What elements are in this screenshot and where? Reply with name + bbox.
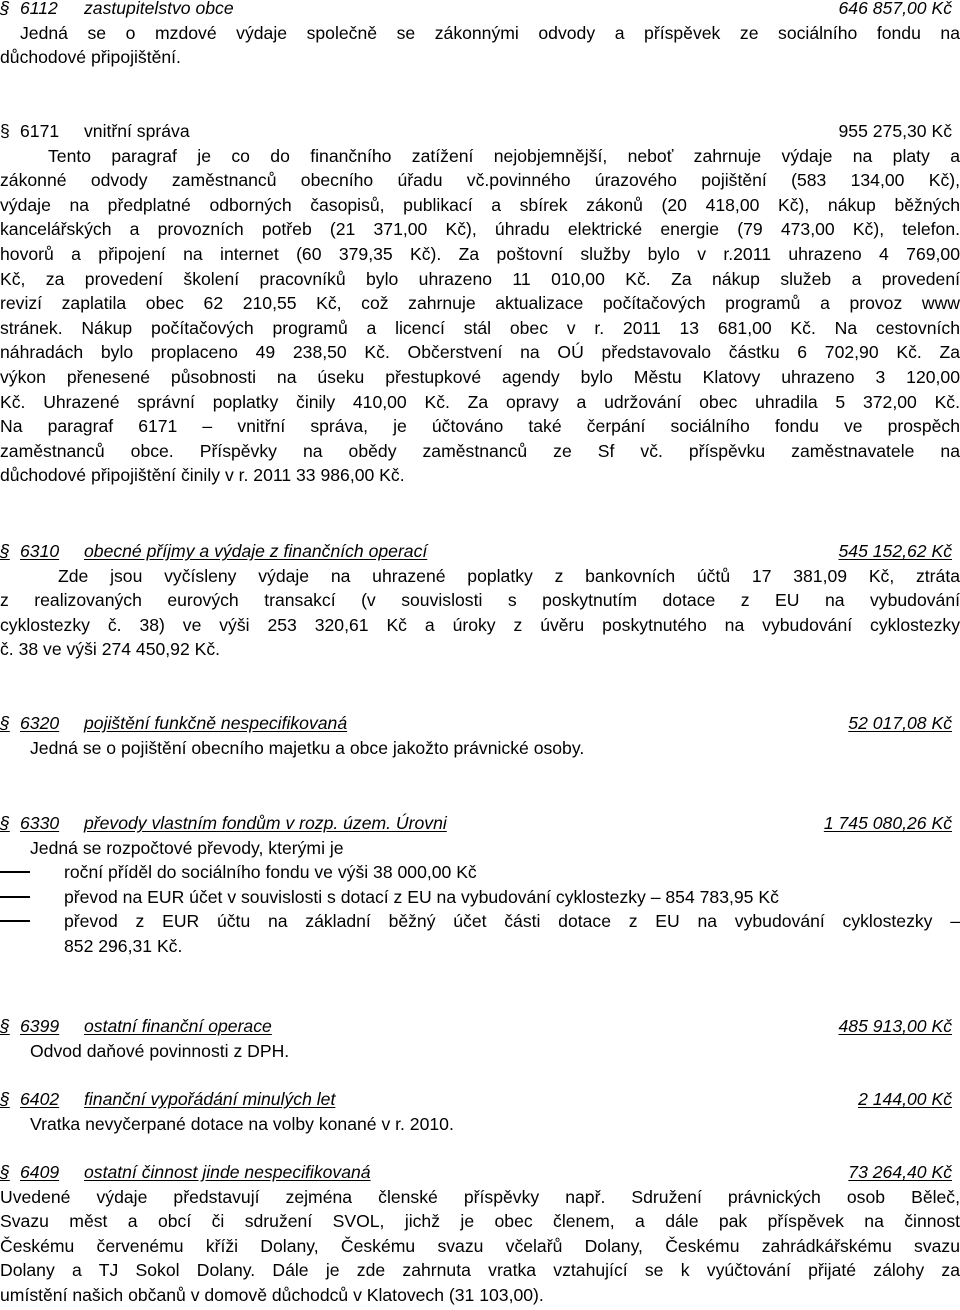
- text-line: výdaje na předplatné odborných časopisů, publikací a sbírek zákonů (20 418,00 Kč), nákup běžných: [0, 194, 960, 215]
- text-line: Zde jsou vyčísleny výdaje na uhrazené poplatky z bankovních účtů 17 381,09 Kč, ztráta: [58, 565, 960, 586]
- section-heading: [0, 1160, 960, 1185]
- section-code: 6112: [20, 0, 58, 18]
- section-title: vnitřní správa: [84, 121, 190, 141]
- section-body: [0, 21, 960, 70]
- text-line: umístění našich občanů v domově důchodců v Klatovech (31 103,00).: [0, 1284, 544, 1305]
- section-symbol: §: [0, 1162, 10, 1182]
- text-line: hovorů a připojení na internet (60 379,35 Kč). Za poštovní služby bylo v r.2011 uhrazeno 4 769,00: [0, 243, 960, 264]
- text-line: kancelářských a provozních potřeb (21 371,00 Kč), úhradu elektrické energie (79 473,00 Kč), telefon.: [0, 219, 960, 240]
- section-body: [0, 144, 960, 488]
- section-body: [0, 1112, 960, 1137]
- text-line: Dolany a TJ Sokol Dolany. Dále je zde zahrnuta vratka vztahující se k vyúčtování přijaté zálohy za: [0, 1260, 960, 1281]
- section-heading: [0, 711, 960, 736]
- section-heading: [0, 1087, 960, 1112]
- list-item: [0, 885, 960, 910]
- transfer-list: [0, 860, 960, 958]
- section-amount: 545 152,62 Kč: [838, 541, 952, 561]
- section-amount: 1 745 080,26 Kč: [823, 813, 952, 833]
- section-code: 6171: [20, 121, 60, 141]
- text-line: náhradách bylo proplaceno 49 238,50 Kč. Občerstvení na OÚ představovalo částku 6 702,90 Kč. Za: [0, 342, 960, 363]
- section-code: 6330: [20, 813, 60, 833]
- section-6409: [0, 1160, 960, 1308]
- section-code: 6310: [20, 541, 60, 561]
- list-item-text: převod na EUR účet v souvislosti s dotací z EU na vybudování cyklostezky – 854 783,95 Kč: [64, 886, 779, 907]
- section-code: 6320: [20, 713, 60, 733]
- section-code: 6399: [20, 1016, 60, 1036]
- section-amount: 955 275,30 Kč: [838, 121, 952, 141]
- dash-bullet: [0, 896, 30, 898]
- section-symbol: §: [0, 121, 10, 141]
- text-line: výkon přenesené působnosti na úseku přestupkové agendy bylo Městu Klatovy uhrazeno 3 120,00: [0, 366, 960, 387]
- section-title: převody vlastním fondům v rozp. územ. Úrovni: [84, 813, 447, 833]
- section-title: zastupitelstvo obce: [84, 0, 234, 18]
- text-line: Uvedené výdaje představují zejména členské příspěvky např. Sdružení právnických osob Běleč,: [0, 1186, 960, 1207]
- section-title: ostatní činnost jinde nespecifikovaná: [84, 1162, 371, 1182]
- section-6112: [0, 0, 960, 70]
- text-line: Svazu měst a obcí či sdružení SVOL, jichž je obec členem, a dále pak příspěvek na činnost: [0, 1211, 960, 1232]
- section-title: obecné příjmy a výdaje z finančních operací: [84, 541, 428, 561]
- list-item-text: převod z EUR účtu na základní běžný účet části dotace z EU na vybudování cyklostezky –: [64, 911, 960, 932]
- section-body: [0, 1185, 960, 1308]
- section-heading: [0, 0, 960, 21]
- dash-bullet: [0, 871, 30, 873]
- section-title: finanční vypořádání minulých let: [84, 1089, 336, 1109]
- text-line: Jedná se o mzdové výdaje společně se zákonnými odvody a příspěvek ze sociálního fondu na: [20, 22, 960, 43]
- text-line: Na paragraf 6171 – vnitřní správa, je účtováno také čerpání sociálního fondu ve prospěch: [0, 416, 960, 437]
- section-amount: 2 144,00 Kč: [858, 1089, 952, 1109]
- list-item-text: 852 296,31 Kč.: [64, 935, 183, 956]
- dash-bullet: [0, 920, 30, 922]
- section-body: [0, 736, 960, 761]
- text-line: důchodové připojištění činily v r. 2011 33 986,00 Kč.: [0, 465, 405, 486]
- text-line: Vratka nevyčerpané dotace na volby konané v r. 2010.: [30, 1113, 454, 1134]
- section-heading: [0, 1014, 960, 1039]
- text-line: cyklostezky č. 38) ve výši 253 320,61 Kč a úroky z úvěru poskytnutého na vybudování cyklostezky: [0, 614, 960, 635]
- section-body: [0, 564, 960, 662]
- section-6320: [0, 711, 960, 760]
- list-item-text: roční příděl do sociálního fondu ve výši 38 000,00 Kč: [64, 862, 477, 883]
- section-6310: [0, 539, 960, 662]
- section-symbol: §: [0, 713, 10, 733]
- section-6330: [0, 811, 960, 959]
- section-amount: 73 264,40 Kč: [848, 1162, 952, 1182]
- list-item: [0, 909, 960, 958]
- section-title: pojištění funkčně nespecifikovaná: [84, 713, 348, 733]
- text-line: revizí zaplatila obec 62 210,55 Kč, což zahrnuje aktualizace počítačových programů a provoz www: [0, 293, 960, 314]
- text-line: Odvod daňové povinnosti z DPH.: [30, 1040, 290, 1061]
- text-line: z realizovaných eurových transakcí (v souvislosti s poskytnutím dotace z EU na vybudování: [0, 590, 960, 611]
- section-amount: 485 913,00 Kč: [838, 1016, 952, 1036]
- section-code: 6402: [20, 1089, 60, 1109]
- section-heading: [0, 811, 960, 836]
- section-amount: 52 017,08 Kč: [848, 713, 952, 733]
- text-line: zákonné odvody zaměstnanců obecního úřadu vč.povinného úrazového pojištění (583 134,00 Kč),: [0, 170, 960, 191]
- text-line: Českému červenému kříži Dolany, Českému svazu včelařů Dolany, Českému zahrádkářskému svazu: [0, 1235, 960, 1256]
- section-6171: [0, 119, 960, 488]
- text-line: Jedná se o pojištění obecního majetku a obce jakožto právnické osoby.: [30, 737, 585, 758]
- text-line: Jedná se rozpočtové převody, kterými je: [30, 837, 344, 858]
- section-amount: 646 857,00 Kč: [838, 0, 952, 18]
- section-symbol: §: [0, 0, 10, 18]
- text-line: č. 38 ve výši 274 450,92 Kč.: [0, 639, 221, 660]
- section-symbol: §: [0, 813, 10, 833]
- section-body: [0, 836, 960, 959]
- text-line: Kč. Uhrazené správní poplatky činily 410,00 Kč. Za opravy a udržování obec uhradila 5 372,00 Kč.: [0, 391, 960, 412]
- section-symbol: §: [0, 1089, 10, 1109]
- text-line: důchodové připojištění.: [0, 47, 181, 68]
- text-line: zaměstnanců obce. Příspěvky na obědy zaměstnanců ze Sf vč. příspěvku zaměstnavatele na: [0, 440, 960, 461]
- text-line: Tento paragraf je co do finančního zatížení nejobjemnější, neboť zahrnuje výdaje na platy a: [48, 145, 960, 166]
- list-item: [0, 860, 960, 885]
- section-6402: [0, 1087, 960, 1136]
- section-code: 6409: [20, 1162, 60, 1182]
- text-line: stránek. Nákup počítačových programů a licencí stál obec v r. 2011 13 681,00 Kč. Na cestovních: [0, 317, 960, 338]
- section-heading: [0, 539, 960, 564]
- section-body: [0, 1039, 960, 1064]
- section-symbol: §: [0, 1016, 10, 1036]
- section-symbol: §: [0, 541, 10, 561]
- section-6399: [0, 1014, 960, 1063]
- text-line: Kč, za provedení školení pracovníků bylo uhrazeno 11 010,00 Kč. Za nákup služeb a provedení: [0, 268, 960, 289]
- section-title: ostatní finanční operace: [84, 1016, 272, 1036]
- section-heading: [0, 119, 960, 144]
